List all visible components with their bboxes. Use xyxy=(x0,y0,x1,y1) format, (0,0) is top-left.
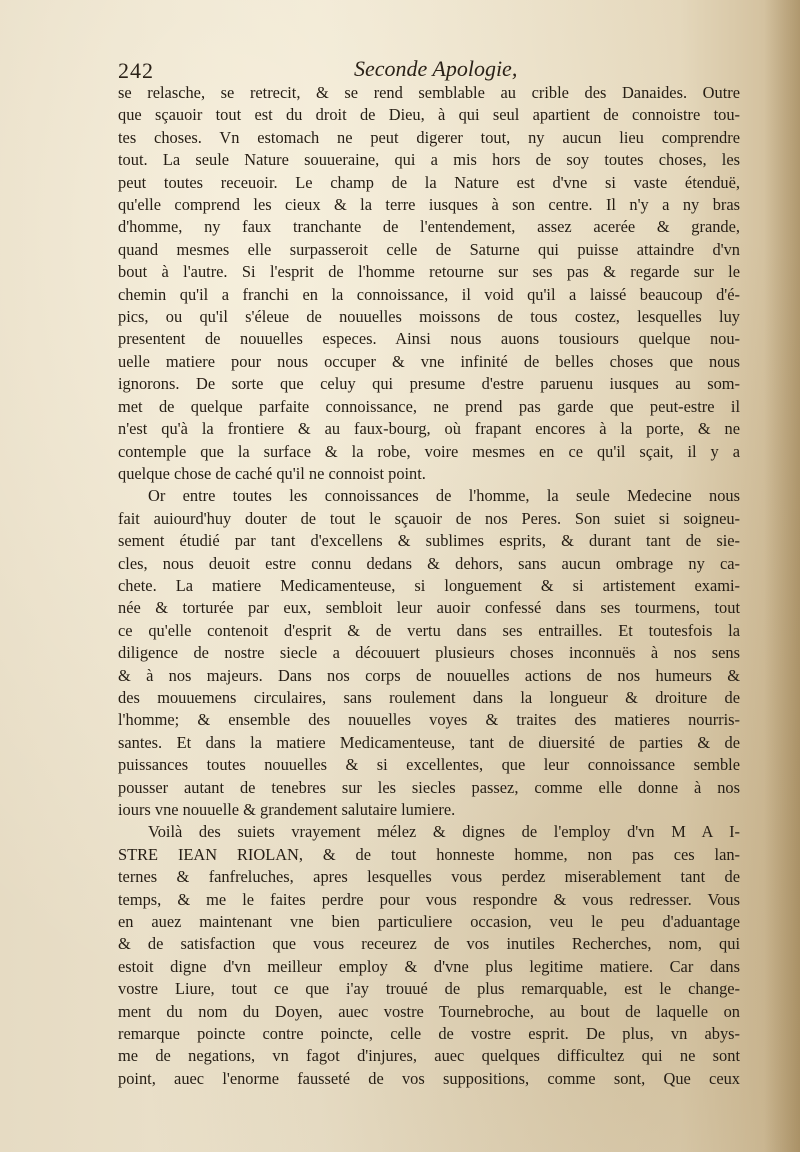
text-line: pousser autant de tenebres sur les siecles passez, comme elle donne à nos xyxy=(118,777,740,797)
text-line: en auez maintenant vne bien particuliere occasion, veu le peu d'aduantage xyxy=(118,912,740,932)
text-line: cles, nous deuoit estre connu dedans & dehors, sans aucun ombrage ny ca- xyxy=(118,553,740,573)
text-line: vostre Liure, tout ce que i'ay trouué de plus remarquable, est le change- xyxy=(118,979,740,999)
text-line: point, auec l'enorme fausseté de vos suppositions, comme sont, Que ceux xyxy=(118,1068,740,1088)
paragraph xyxy=(118,485,740,821)
text-line: quand mesmes elle surpasseroit celle de Saturne qui puisse attaindre d'vn xyxy=(118,239,740,259)
text-line: remarque poincte contre poincte, celle de vostre esprit. De plus, vn abys- xyxy=(118,1024,740,1044)
text-line: estoit digne d'vn meilleur employ & d'vne plus legitime matiere. Car dans xyxy=(118,956,740,976)
text-line: me de negations, vn fagot d'injures, auec quelques difficultez qui ne sont xyxy=(118,1046,740,1066)
text-line: chete. La matiere Medicamenteuse, si longuement & si artistement exami- xyxy=(118,575,740,595)
text-line: & à nos majeurs. Dans nos corps de nouuelles actions de nos humeurs & xyxy=(118,665,740,685)
text-line: n'est qu'à la frontiere & au faux-bourg, où frapant encores à la porte, & ne xyxy=(118,419,740,439)
page-number: 242 xyxy=(118,58,154,83)
text-line: l'homme; & ensemble des nouuelles voyes & traites des matieres nourris- xyxy=(118,710,740,730)
paragraph xyxy=(118,82,740,485)
text-line: santes. Et dans la matiere Medicamenteuse, tant de diuersité de parties & de xyxy=(118,732,740,752)
running-title: Seconde Apologie, xyxy=(354,56,518,81)
text-line: uelle matiere pour nous occuper & vne infinité de belles choses que nous xyxy=(118,351,740,371)
text-line: sement étudié par tant d'excellens & sublimes esprits, & durant tant de sie- xyxy=(118,531,740,551)
text-line: STRE IEAN RIOLAN, & de tout honneste homme, non pas ces lan- xyxy=(118,844,740,864)
text-line: presentent de nouuelles especes. Ainsi nous auons tousiours quelque nou- xyxy=(118,329,740,349)
text-line: & de satisfaction que vous receurez de vos inutiles Recherches, nom, qui xyxy=(118,934,740,954)
text-line: fait auiourd'huy douter de tout le sçauoir de nos Peres. Son suiet si soigneu- xyxy=(118,508,740,528)
text-line: ce qu'elle contenoit d'esprit & de vertu dans ses entrailles. Et toutesfois la xyxy=(118,620,740,640)
text-line: des mouuemens circulaires, sans roulement dans la longueur & droiture de xyxy=(118,687,740,707)
text-line: Voilà des suiets vrayement mélez & dignes de l'employ d'vn M A I- xyxy=(148,822,740,842)
text-line: chemin qu'il a franchi en la connoissance, il void qu'il a laissé beaucoup d'é- xyxy=(118,284,740,304)
text-line: bout à l'autre. Si l'esprit de l'homme retourne sur ses pas & regarde sur le xyxy=(118,262,740,282)
text-line: tes choses. Vn estomach ne peut digerer tout, ny aucun lieu comprendre xyxy=(118,127,740,147)
text-line: peut toutes receuoir. Le champ de la Nature est d'vne si vaste étenduë, xyxy=(118,172,740,192)
text-line: ternes & fanfreluches, apres lesquelles vous perdez miserablement tant de xyxy=(118,867,740,887)
text-line: met de quelque parfaite connoissance, ne prend pas garde que peut-estre il xyxy=(118,396,740,416)
text-line: iours vne nouuelle & grandement salutaire lumiere. xyxy=(118,800,456,819)
paragraph xyxy=(118,821,740,1090)
text-line: née & torturée par eux, sembloit leur auoir confessé dans ses tourmens, tout xyxy=(118,598,740,618)
text-line: se relasche, se retrecit, & se rend semblable au crible des Danaides. Outre xyxy=(118,83,740,102)
text-line: contemple que la surface & la robe, voire mesmes en ce qu'il sçait, il y a xyxy=(118,441,740,461)
text-line: puissances toutes nouuelles & si excellentes, que leur connoissance semble xyxy=(118,755,740,775)
text-line: que sçauoir tout est du droit de Dieu, à qui seul apartient de connoistre tou- xyxy=(118,105,740,125)
text-line: Or entre toutes les connoissances de l'homme, la seule Medecine nous xyxy=(148,486,740,506)
text-line: ment du nom du Doyen, auec vostre Tournebroche, au bout de laquelle on xyxy=(118,1001,740,1021)
text-line: ignorons. De sorte que celuy qui presume d'estre paruenu iusques au som- xyxy=(118,374,740,394)
text-line: qu'elle comprend les cieux & la terre iusques à son centre. Il n'y a ny bras xyxy=(118,195,740,215)
text-line: d'homme, ny faux tranchante de l'entendement, assez acerée & grande, xyxy=(118,217,740,237)
text-line: quelque chose de caché qu'il ne connoist point. xyxy=(118,463,426,483)
text-body xyxy=(118,82,740,1090)
text-line: diligence de nostre siecle a découuert plusieurs choses inconnuës à nos sens xyxy=(118,643,740,663)
text-line: temps, & me le faites perdre pour vous respondre & vous redresser. Vous xyxy=(118,889,740,909)
text-line: pics, ou qu'il s'éleue de nouuelles moissons de tous costez, lesquelles luy xyxy=(118,307,740,327)
text-line: tout. La seule Nature souueraine, qui a mis hors de soy toutes choses, les xyxy=(118,150,740,170)
